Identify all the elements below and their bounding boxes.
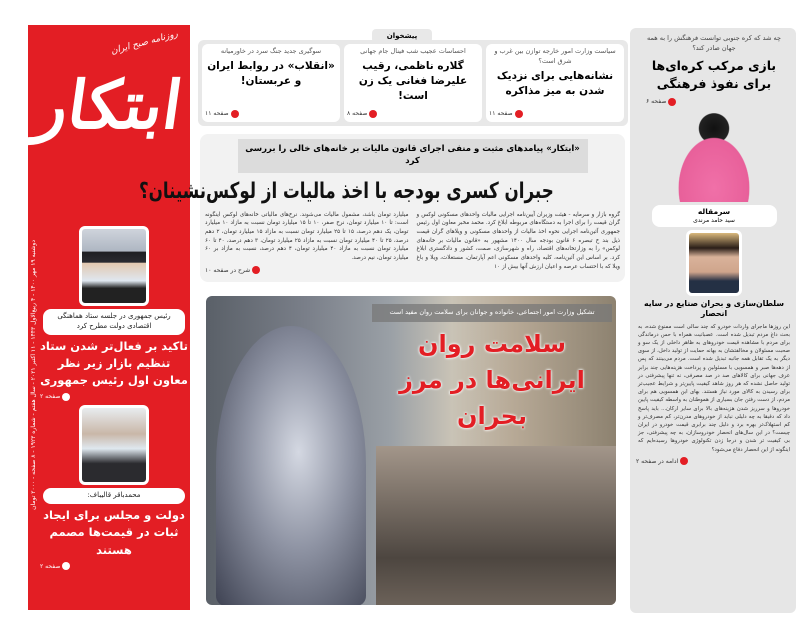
main-page-ref: شرح در صفحه ۱۰ [205,266,260,276]
preview-item[interactable] [344,44,482,122]
dateline: دوشنبه ۱۹ مهر ۱۴۰۰ - ۴ ربیع‌الاول ۱۴۴۳ - ۱۱ اکتبر ۲۰۲۱ - سال هفتم - شماره ۱۹۲۳ - ۸ صفحه - ۲۰۰۰ تومان [30,240,37,510]
editorial-label: سرمقاله [697,207,731,216]
main-body-left: میلیارد تومان باشد، مشمول مالیات می‌شوند. نرخ‌های مالیاتی خانه‌های لوکس اینگونه است: تا ۱۰ میلیارد تومان، نرخ صفر، ۱۰ تا ۱۵ میلیارد تومان نسبت به مازاد ۱۰ میلیارد تومان، یک دهم درصد، ۱۵ تا ۲۵ میلیارد تومان نسبت به مازاد ۱۵ میلیارد تومان، ۲ دهم درصد، ۲۵ تا ۴۰ میلیارد تومان نسبت به مازاد ۲۵ میلیارد تومان، ۳ دهم درصد، ۴۰ تا ۶۰ میلیارد تومان نسبت به مازاد ۴۰ میلیارد تومان، ۴ دهم درصد، نسبت به مازاد بر ۶۰ میلیارد تومان، نیم درصد. [205,211,409,262]
main-body-left-col [205,211,409,276]
main-kicker: «ابتکار» پیامدهای مثبت و منفی اجرای قانون مالیات بر خانه‌های خالی را بررسی کرد [238,139,588,173]
editorial-title[interactable]: سلطان‌سازی و بحران صنایع در سایه انحصار [643,298,785,319]
story1-headline[interactable]: تاکید بر فعال‌تر شدن ستاد تنظیم بازار زیر نظر معاون اول رئیس جمهوری [40,338,188,388]
preview-kicker: سیاست وزارت امور خارجه توازن بین غرب و شرق است؟ [494,47,616,65]
author-photo [686,230,742,296]
newspaper-logo: ابتکار [30,66,188,144]
main-body [205,211,620,276]
main-headline[interactable]: جبران کسری بودجه با اخذ مالیات از لوکس‌نشینان؟ [139,178,555,204]
preview-kicker: احساسات عجیب شب فینال جام جهانی [360,47,466,55]
ghalibaf-photo [79,405,149,485]
story2-page-ref: صفحه ۲ [40,562,70,572]
photo-headline[interactable]: سلامت روان ایرانی‌ها در مرز بحران [399,329,585,430]
raisi-photo [79,226,149,306]
squid-game-figure [659,110,769,202]
main-body-right: گروه بازار و سرمایه - هیئت وزیران آیین‌نامه اجرایی مالیات واحدهای مسکونی لوکس و گران قیمت را برای اجرا به دستگاه‌های مربوطه ابلاغ کرد. محمد مخبر معاون اول رئیس جمهوری آئین‌نامه اجرایی نحوه اخذ مالیات از واحدهای مسکونی و ویلاهای گران قیمت ذیل بند خ تبصره ۶ قانون بودجه سال ۱۴۰۰ مشهور به «قانون مالیات بر خانه‌های لوکس» را به وزارتخانه‌های اقتصاد، راه و شهرسازی، صمت، کشور و دادگستری ابلاغ کرد. بر اساس این آئین‌نامه، کلیه واحدهای مسکونی اعم آپارتمان، مستغلات، ویلا و باغ ویلا که با احتساب عرصه و اعیان ارزش آنها بیش از ۱۰ [416,211,620,270]
story1-caption: رئیس جمهوری در جلسه ستاد هماهنگی اقتصادی دولت مطرح کرد [43,309,185,335]
story2-caption: محمدباقر قالیباف: [43,488,185,504]
preview-strip [198,40,628,126]
main-headline-wrap [139,176,620,208]
preview-kicker: سوگیری جدید جنگ سرد در خاورمیانه [220,47,322,55]
left-stories [40,226,188,572]
editorial-label-box [652,205,777,227]
right-page-ref: صفحه ۶ [646,97,676,107]
preview-item[interactable] [486,44,624,122]
preview-label: پیشخوان [372,29,432,43]
story2-headline[interactable]: دولت و مجلس برای ایجاد ثبات در قیمت‌ها مصمم هستند [43,508,185,557]
preview-item[interactable] [202,44,340,122]
right-headline[interactable]: بازی مرکب کره‌ای‌ها برای نفوذ فرهنگی [651,57,777,92]
right-kicker: چه شد که کره جنوبی توانست فرهنگش را به همه جهان صادر کند؟ [646,34,782,52]
page-ref: صفحه ۸ [347,109,377,119]
tagline: روزنامه صبح ایران [109,29,180,57]
right-stack [636,34,792,467]
editorial-continue: ادامه در صفحه ۲ [636,457,688,467]
preview-headline: «انقلاب» در روابط ایران و عربستان! [207,59,335,87]
page-ref: صفحه ۱۱ [205,109,239,119]
editorial-body: این روزها ماجرای واردات خودرو که چند سالی است ممنوع شده، به بحث داغ مردم تبدیل شده است. عصبانیت همراه با حس درماندگی برای مردم با مشاهده قیمت خودروهای به ظاهر داخلی از یک سو و صحبت مسئولان و مخالفتشان به بهانه حمایت از تولید داخل، از سوی دیگر به یک تقابل همه جانبه تبدیل شده است. مردم می‌بینند که پس از دهه‌ها صبر و همسویی با مسئولین و پرداخت هزینه‌هایی چند برابر عرف جهانی برای کالاهای صد در صد مصرفی، نه تنها پیشرفتی در تولید حاصل نشده که هر روز شاهد کیفیت پایین‌تر و شرایط عجیب‌تر برای رسیدن به کالای مورد نیاز هستند. بهای این همسویی هم برای مردم، از دست رفتن جان بسیاری از هموطنان به واسطه کیفیت پایین خودروها و سرریز شدن هزینه‌های بالا برای سایر ارکان... باید پاسخ داد که دقیقا به چه دلیلی نباید از خودروهای مدرن‌تر، کم مصرف‌تر و کم استهلاک‌تر بهره برد و دلیل چند برابری قیمت خودرو در ایران چیست؟ در این سال‌های انحصار خودروسازان، به چه پیشرفتی، جز بی کیفیت تر شدن و درجا زدن تکنولوژی خودروها رسیده‌ایم که اینگونه از این انحصار دفاع می‌شود؟ [638,323,790,453]
preview-headline: گلاره ناظمی، رقیب علیرضا فغانی یک زن است! [358,59,468,103]
photo-story [372,304,612,434]
preview-headline: نشانه‌هایی برای نزدیک شدن به میز مذاکره [496,69,614,97]
photo-kicker: تشکیل وزارت امور اجتماعی، خانواده و جوانان برای سلامت روان مفید است [372,304,612,322]
main-story-box [139,134,625,282]
story1-page-ref: صفحه ۲ [40,392,70,402]
page-ref: صفحه ۱۱ [489,109,523,119]
editorial-author: سید حامد مرندی [693,216,735,224]
